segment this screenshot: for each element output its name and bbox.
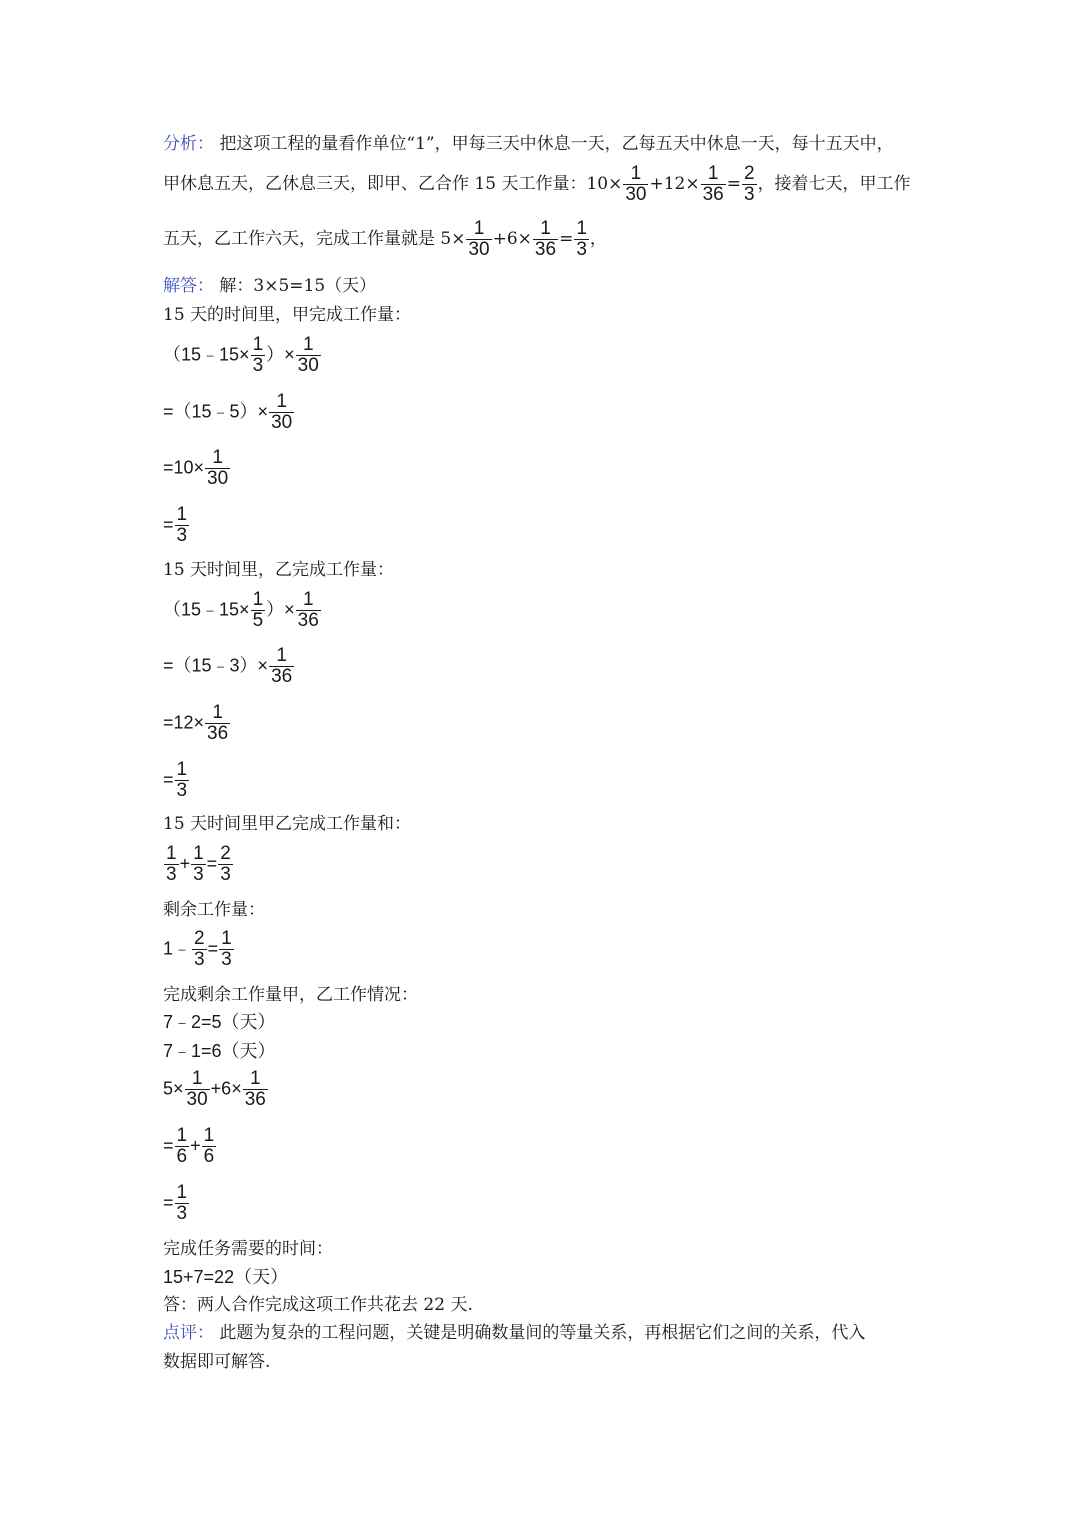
fraction: $\frac{1}{3}$ <box>176 1182 188 1224</box>
fraction: $\frac{1}{3}$ <box>252 334 264 376</box>
yi-title: 15 天时间里，乙完成工作量： <box>163 560 395 580</box>
fraction: $\frac{1}{30}$ <box>186 1068 208 1110</box>
comment-line-1 <box>163 1322 865 1344</box>
fraction: $\frac{1}{36}$ <box>244 1068 266 1110</box>
solution-label: 解答： <box>163 276 214 296</box>
fraction: $\frac{1}{36}$ <box>534 218 557 260</box>
sum-step: $\frac{1}{3}$ + $\frac{1}{3}$ = $\frac{2}{3}$ <box>166 843 231 885</box>
fraction: $\frac{1}{30}$ <box>468 218 490 260</box>
analysis-text-3b: +6× <box>492 229 532 249</box>
days-yi: 7﹣1=6（天） <box>163 1041 276 1061</box>
yi-step-2: =（15﹣3）× $\frac{1}{36}$ <box>163 645 293 687</box>
analysis-label: 分析： <box>163 134 214 154</box>
fraction: $\frac{1}{36}$ <box>207 702 229 744</box>
fraction: $\frac{1}{6}$ <box>176 1125 188 1167</box>
fraction: $\frac{1}{5}$ <box>252 589 264 631</box>
fraction: $\frac{1}{3}$ <box>166 843 177 885</box>
work-step-1: 5× $\frac{1}{30}$ +6× $\frac{1}{36}$ <box>163 1068 266 1110</box>
fraction: $\frac{1}{30}$ <box>297 334 319 376</box>
fraction: $\frac{1}{3}$ <box>221 928 232 970</box>
fraction: $\frac{1}{36}$ <box>702 163 724 205</box>
comment-label: 点评： <box>163 1323 214 1343</box>
analysis-line-2 <box>163 164 911 205</box>
comment-line-2: 数据即可解答. <box>163 1352 271 1372</box>
jia-step-2: =（15﹣5）× $\frac{1}{30}$ <box>163 391 293 433</box>
work-step-3: = $\frac{1}{3}$ <box>163 1182 188 1224</box>
jia-title: 15 天的时间里，甲完成工作量： <box>163 305 412 325</box>
analysis-line-3 <box>163 219 607 260</box>
fraction: $\frac{1}{36}$ <box>271 645 293 687</box>
days-jia: 7﹣2=5（天） <box>163 1012 276 1032</box>
fraction: $\frac{1}{30}$ <box>625 163 647 205</box>
yi-step-3: =12× $\frac{1}{36}$ <box>163 702 229 744</box>
fraction: $\frac{2}{3}$ <box>743 163 755 205</box>
analysis-text-2a: 甲休息五天，乙休息三天，即甲、乙合作 15 天工作量：10× <box>163 174 623 194</box>
analysis-text-1: 把这项工程的量看作单位“1”，甲每三天中休息一天，乙每五天中休息一天，每十五天中， <box>219 134 894 154</box>
jia-step-3: =10× $\frac{1}{30}$ <box>163 447 229 489</box>
comment-text-1: 此题为复杂的工程问题，关键是明确数量间的等量关系，再根据它们之间的关系，代入 <box>219 1323 866 1343</box>
fraction: $\frac{1}{3}$ <box>176 759 188 801</box>
sum-title: 15 天时间里甲乙完成工作量和： <box>163 814 412 834</box>
fraction: $\frac{1}{3}$ <box>176 504 188 546</box>
fraction: $\frac{1}{30}$ <box>207 447 229 489</box>
fraction: $\frac{2}{3}$ <box>220 843 231 885</box>
fraction: $\frac{2}{3}$ <box>194 928 205 970</box>
fraction: $\frac{1}{30}$ <box>271 391 293 433</box>
after-title: 完成剩余工作量甲，乙工作情况： <box>163 985 418 1005</box>
jia-step-4: = $\frac{1}{3}$ <box>163 504 188 546</box>
analysis-text-3d: ， <box>589 229 607 249</box>
analysis-text-2d: ，接着七天，甲工作 <box>757 174 911 194</box>
answer: 答：两人合作完成这项工作共花去 22 天. <box>163 1295 473 1315</box>
solution-line-1 <box>163 275 376 297</box>
total-calc: 15+7=22（天） <box>163 1267 289 1287</box>
yi-step-4: = $\frac{1}{3}$ <box>163 759 188 801</box>
jia-step-1: （15﹣15× $\frac{1}{3}$ ）× $\frac{1}{30}$ <box>163 334 319 376</box>
total-title: 完成任务需要的时间： <box>163 1239 333 1259</box>
solution-first: 解：3×5=15（天） <box>219 276 377 296</box>
analysis-line-1 <box>163 133 894 155</box>
equals: = <box>726 174 741 194</box>
fraction: $\frac{1}{6}$ <box>203 1125 215 1167</box>
fraction: $\frac{1}{3}$ <box>576 218 587 260</box>
equals: = <box>559 229 574 249</box>
fraction: $\frac{1}{36}$ <box>297 589 319 631</box>
remaining-step: 1﹣ $\frac{2}{3}$ = $\frac{1}{3}$ <box>163 928 232 970</box>
yi-step-1: （15﹣15× $\frac{1}{5}$ ）× $\frac{1}{36}$ <box>163 589 319 631</box>
analysis-text-2b: +12× <box>649 174 700 194</box>
fraction: $\frac{1}{3}$ <box>193 843 204 885</box>
remaining-title: 剩余工作量： <box>163 900 265 920</box>
analysis-text-3a: 五天，乙工作六天，完成工作量就是 5× <box>163 229 466 249</box>
work-step-2: = $\frac{1}{6}$ + $\frac{1}{6}$ <box>163 1125 215 1167</box>
